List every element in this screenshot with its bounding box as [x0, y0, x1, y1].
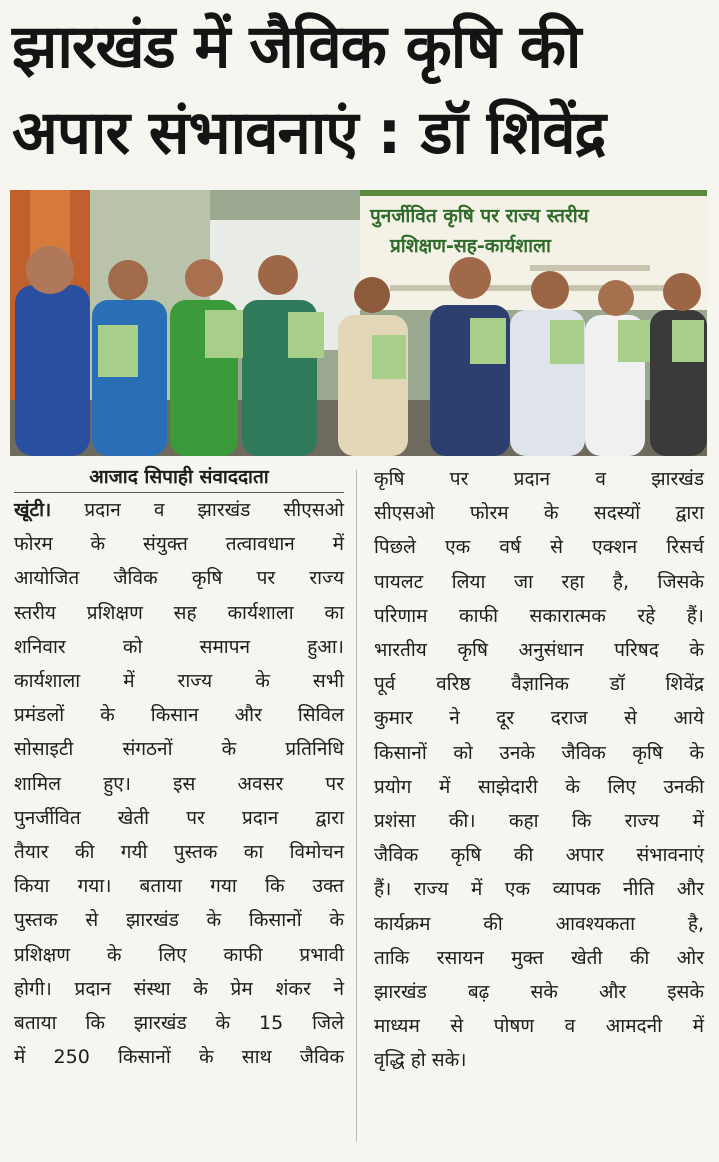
article-line: फोरम के संयुक्त तत्वावधान में — [14, 533, 344, 556]
article-paragraph-right — [374, 462, 704, 1078]
article-line: झारखंड बढ़ सके और इसके — [374, 981, 704, 1004]
headline — [12, 4, 712, 176]
article-line: प्रशंसा की। कहा कि राज्य में — [374, 810, 704, 833]
article-line: ताकि रसायन मुक्त खेती की ओर — [374, 946, 704, 969]
article-line: पुनर्जीवित खेती पर प्रदान द्वारा — [14, 806, 344, 829]
article-line: प्रमंडलों के किसान और सिविल — [14, 704, 344, 727]
column-divider — [356, 470, 357, 1142]
headline-line-2: अपार संभावनाएं : डॉ शिवेंद्र — [12, 98, 606, 168]
photo-illustration — [10, 190, 707, 456]
article-line: तैयार की गयी पुस्तक का विमोचन — [14, 841, 344, 864]
article-line: सोसाइटी संगठनों के प्रतिनिधि — [14, 738, 344, 761]
banner-line-1: पुनर्जीवित कृषि पर राज्य स्तरीय — [370, 205, 589, 227]
article-column-right — [374, 462, 704, 1078]
article-line: परिणाम काफी सकारात्मक रहे हैं। — [374, 604, 704, 627]
article-line-text: प्रदान व झारखंड सीएसओ — [51, 499, 344, 521]
article-line: होगी। प्रदान संस्था के प्रेम शंकर ने — [14, 977, 344, 1000]
article-line: आयोजित जैविक कृषि पर राज्य — [14, 567, 344, 590]
article-line: जैविक कृषि की अपार संभावनाएं — [374, 844, 704, 867]
article-line: पिछले एक वर्ष से एक्शन रिसर्च — [374, 536, 704, 559]
article-line: प्रशिक्षण के लिए काफी प्रभावी — [14, 943, 344, 966]
article-line: कार्यशाला में राज्य के सभी — [14, 670, 344, 693]
article-line — [14, 493, 344, 527]
article-line: माध्यम से पोषण व आमदनी में — [374, 1015, 704, 1038]
article-line: कृषि पर प्रदान व झारखंड — [374, 468, 704, 490]
article-line: में 250 किसानों के साथ जैविक — [14, 1046, 344, 1069]
article-line: भारतीय कृषि अनुसंधान परिषद के — [374, 639, 704, 662]
article-line: हैं। राज्य में एक व्यापक नीति और — [374, 878, 704, 901]
banner-line-2: प्रशिक्षण-सह-कार्यशाला — [390, 235, 551, 257]
article-line: पुस्तक से झारखंड के किसानों के — [14, 909, 344, 932]
dateline-place: खूंटी। — [14, 499, 52, 521]
article-column-left — [14, 462, 344, 1074]
article-line: वृद्धि हो सके। — [374, 1049, 467, 1072]
article-line: शामिल हुए। इस अवसर पर — [14, 772, 344, 795]
article-line: पूर्व वरिष्ठ वैज्ञानिक डॉ शिवेंद्र — [374, 673, 704, 696]
byline: आजाद सिपाही संवाददाता — [14, 462, 344, 493]
article-line: स्तरीय प्रशिक्षण सह कार्यशाला का — [14, 601, 344, 624]
article-line: प्रयोग में साझेदारी के लिए उनकी — [374, 775, 704, 798]
article-line: पायलट लिया जा रहा है, जिसके — [374, 570, 704, 593]
article-line: सीएसओ फोरम के सदस्यों द्वारा — [374, 502, 704, 525]
article-line: बताया कि झारखंड के 15 जिले — [14, 1012, 344, 1035]
article-line: शनिवार को समापन हुआ। — [14, 635, 344, 658]
headline-line-1: झारखंड में जैविक कृषि की — [12, 12, 581, 82]
article-line: किया गया। बताया गया कि उक्त — [14, 875, 344, 898]
article-line: कुमार ने दूर दराज से आये — [374, 707, 704, 730]
news-photo — [10, 190, 707, 456]
article-line: कार्यक्रम की आवश्यकता है, — [374, 912, 704, 935]
article-paragraph-left — [14, 493, 344, 1074]
article-line: किसानों को उनके जैविक कृषि के — [374, 741, 704, 764]
